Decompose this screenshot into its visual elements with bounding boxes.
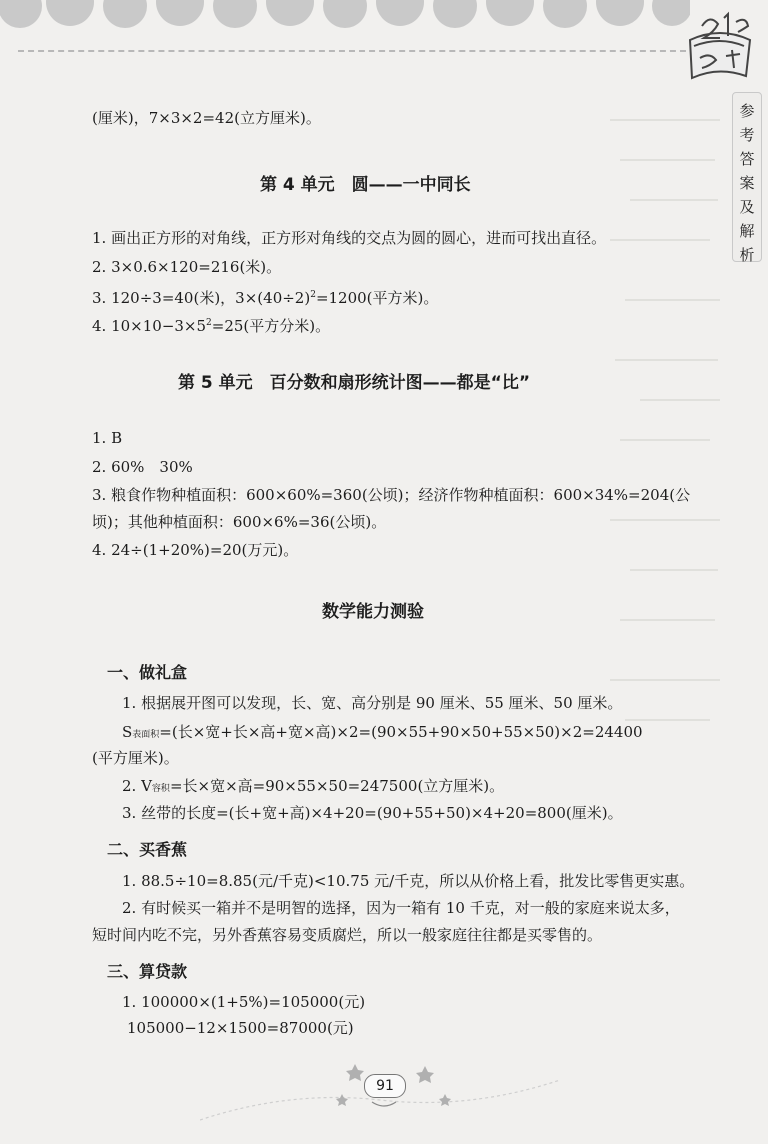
unit4-item: 1. 画出正方形的对角线，正方形对角线的交点为圆的圆心，进而可找出直径。 [92, 229, 607, 247]
section2-line: 1. 88.5÷10=8.85(元/千克)<10.75 元/千克，所以从价格上看，批发比零售更实惠。 [122, 872, 695, 890]
unit4-item3-main: 3. 120÷3=40(米)，3×(40÷2) [92, 289, 311, 307]
unit4-item4-main: 4. 10×10−3×5 [92, 317, 207, 335]
section1-heading: 一、做礼盒 [107, 663, 188, 682]
unit5-item: 顷)；其他种植面积：600×6%=36(公顷)。 [92, 513, 387, 531]
unit4-heading: 第 4 单元 圆——一中同长 [260, 175, 471, 195]
surface-area-symbol: S [122, 723, 133, 741]
side-tab-char: 考 [739, 126, 755, 144]
volume-symbol: 2. V [122, 777, 152, 795]
exponent: 2 [206, 318, 212, 328]
exponent: 2 [310, 290, 316, 300]
side-tab-char: 参 [739, 102, 755, 120]
section1-line [122, 775, 504, 800]
header-bubbles-decoration [0, 0, 690, 46]
test-title: 数学能力测验 [322, 602, 424, 622]
unit5-item: 1. B [92, 429, 123, 447]
section1-line: (平方厘米)。 [92, 749, 179, 767]
bleed-through-marks [600, 100, 730, 740]
surface-area-formula: =(长×宽+长×高+宽×高)×2=(90×55+90×50+55×50)×2=24400 [159, 723, 643, 741]
unit4-item3-rest: =1200(平方米)。 [315, 289, 439, 307]
side-tab-char: 案 [739, 174, 755, 192]
answers-side-tab [732, 92, 762, 262]
section2-line: 短时间内吃不完，另外香蕉容易变质腐烂，所以一般家庭往往都是买零售的。 [92, 926, 603, 944]
section2-line: 2. 有时候买一箱并不是明智的选择，因为一箱有 10 千克，对一般的家庭来说太多， [122, 899, 680, 917]
side-tab-char: 析 [739, 246, 755, 264]
unit5-item: 4. 24÷(1+20%)=20(万元)。 [92, 541, 299, 559]
unit5-item: 2. 60% 30% [92, 458, 193, 476]
unit5-item: 3. 粮食作物种植面积：600×60%=360(公顷)；经济作物种植面积：600×34%=204(公 [92, 486, 691, 504]
unit4-item [92, 312, 330, 337]
numbers-logo-icon [680, 6, 760, 92]
section3-heading: 三、算贷款 [107, 962, 188, 981]
side-tab-char: 答 [739, 150, 755, 168]
header-dashed-rule [18, 50, 686, 52]
carryover-line: (厘米)，7×3×2=42(立方厘米)。 [92, 109, 321, 127]
section1-line [122, 721, 643, 746]
unit5-heading: 第 5 单元 百分数和扇形统计图——都是“比” [178, 373, 531, 393]
section2-heading: 二、买香蕉 [107, 840, 188, 859]
volume-subscript: 容积 [151, 784, 170, 794]
unit4-item: 2. 3×0.6×120=216(米)。 [92, 258, 282, 276]
section1-line: 3. 丝带的长度=(长+宽+高)×4+20=(90+55+50)×4+20=800(厘米)。 [122, 804, 623, 822]
unit4-item4-rest: =25(平方分米)。 [211, 317, 331, 335]
side-tab-char: 解 [739, 222, 755, 240]
unit4-item [92, 284, 438, 309]
volume-formula: =长×宽×高=90×55×50=247500(立方厘米)。 [169, 777, 505, 795]
section3-line: 1. 100000×(1+5%)=105000(元) [122, 993, 366, 1011]
surface-area-subscript: 表面积 [132, 730, 160, 740]
section1-line: 1. 根据展开图可以发现，长、宽、高分别是 90 厘米、55 厘米、50 厘米。 [122, 694, 623, 712]
side-tab-char: 及 [739, 198, 755, 216]
section3-line: 105000−12×1500=87000(元) [127, 1019, 354, 1037]
page-number: 91 [364, 1074, 406, 1098]
